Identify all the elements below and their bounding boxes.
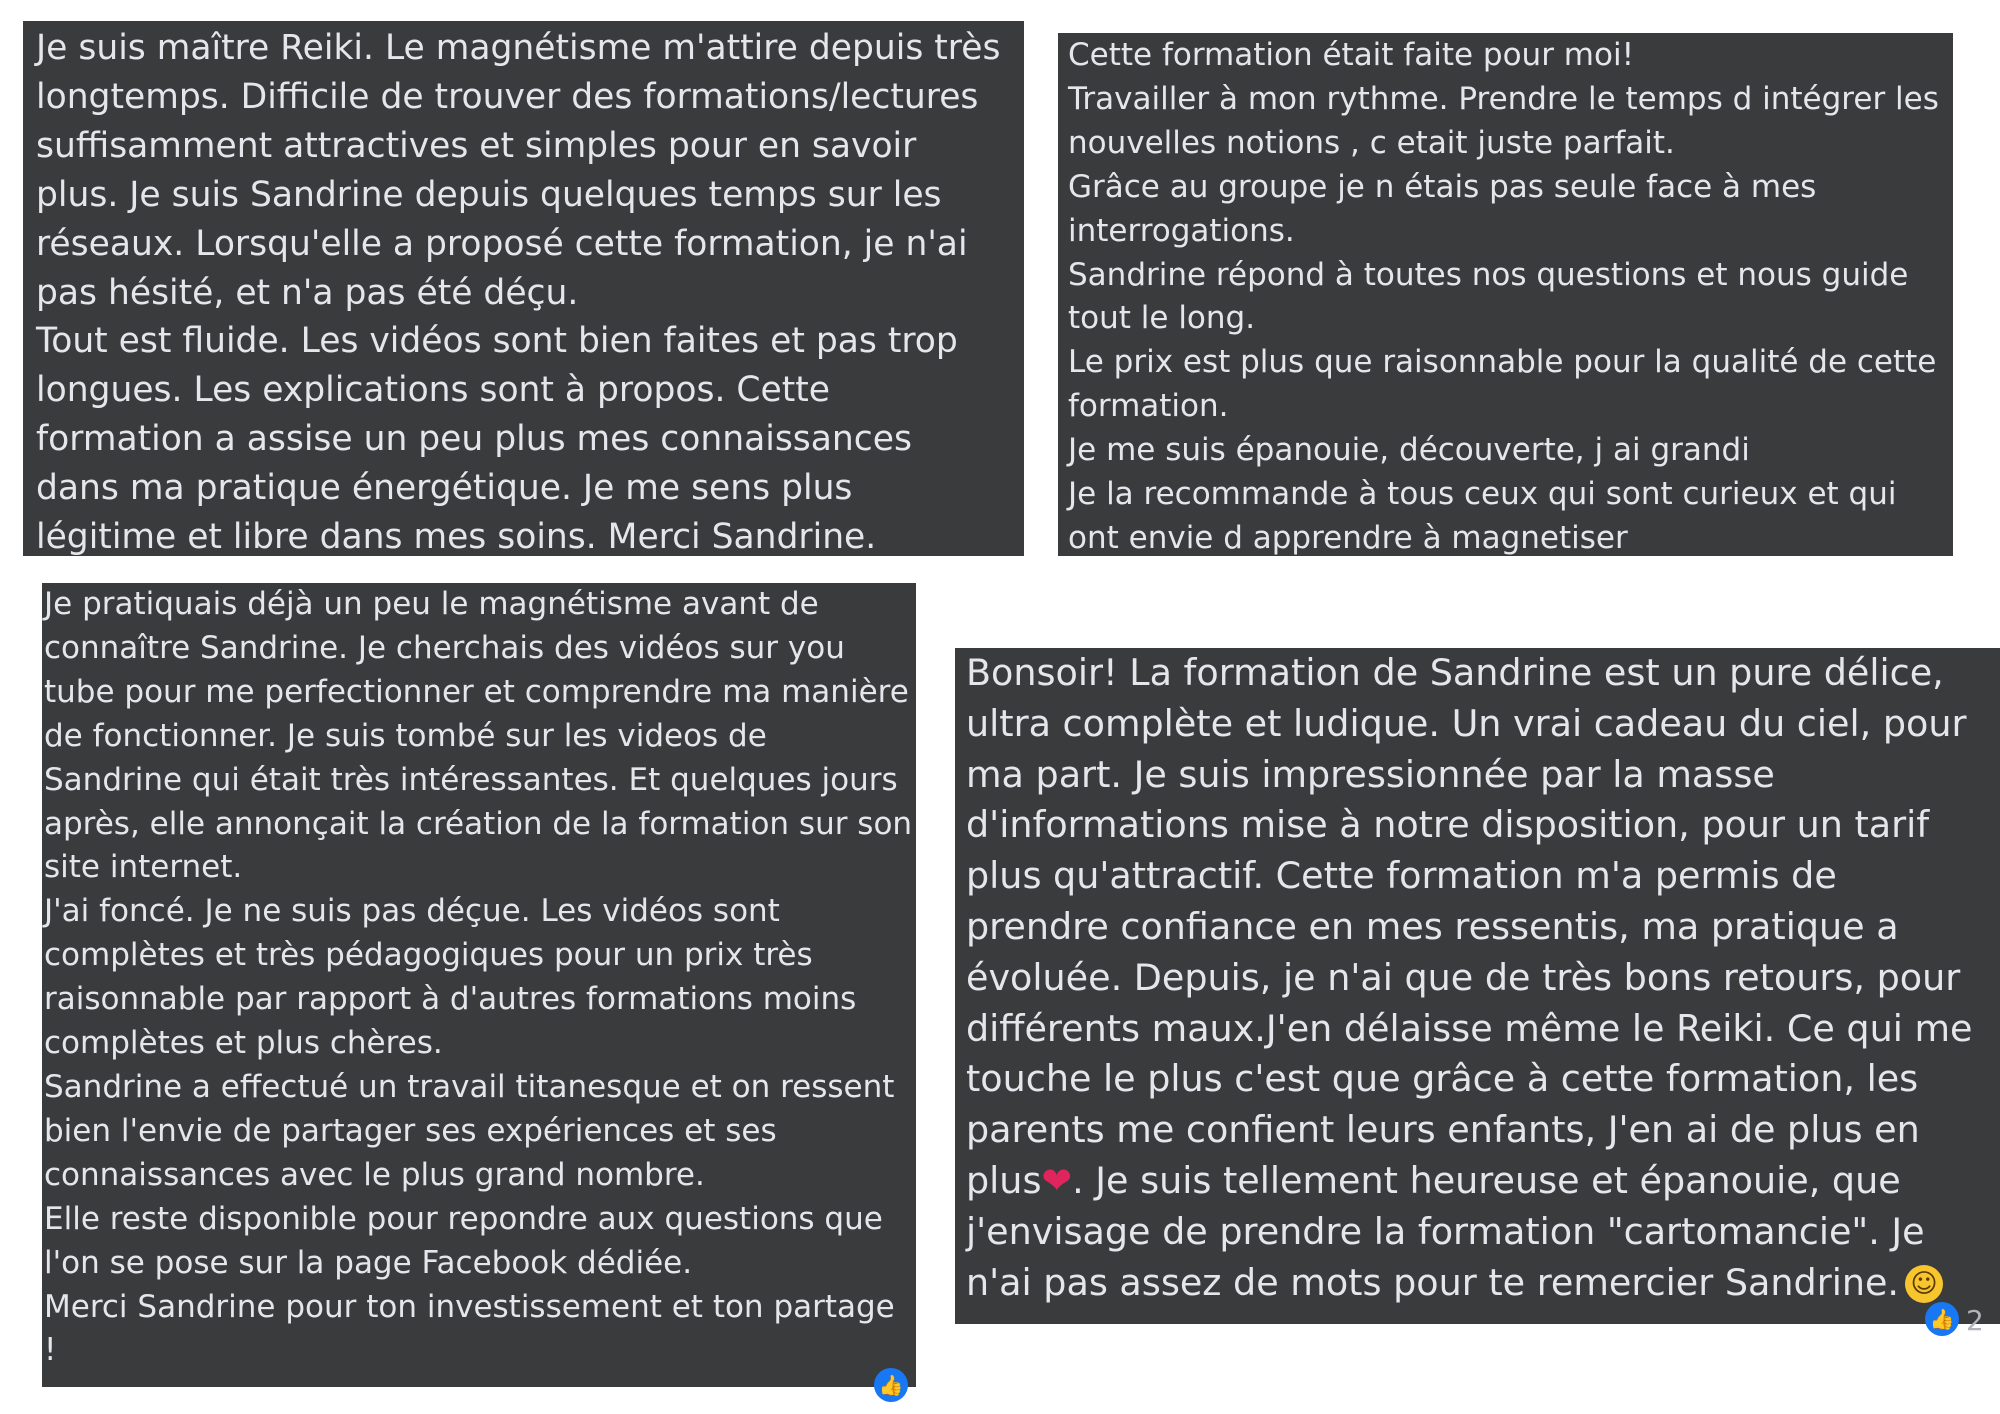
review-text-line: tube pour me perfectionner et comprendre ma manière xyxy=(44,673,909,710)
review-text-line: touche le plus c'est que grâce à cette formation, les xyxy=(966,1057,1919,1101)
review-text-line: Sandrine répond à toutes nos questions et nous guide xyxy=(1068,256,1909,293)
like-thumbs-up-icon[interactable]: 👍 xyxy=(1925,1302,1959,1336)
review-text-line-with-smile xyxy=(966,1258,2000,1309)
review-text-line: Sandrine a effectué un travail titanesque et on ressent xyxy=(44,1068,895,1105)
review-text-line-with-heart xyxy=(966,1156,2000,1207)
review-text-line: Tout est fluide. Les vidéos sont bien faites et pas trop xyxy=(36,321,958,362)
review-text-line: d'informations mise à notre disposition, pour un tarif xyxy=(966,803,1930,847)
review-text-fragment: n'ai pas assez de mots pour te remercier Sandrine. xyxy=(966,1260,1900,1304)
review-text-line: J'ai foncé. Je ne suis pas déçue. Les vidéos sont xyxy=(44,893,780,930)
review-text-fragment: plus xyxy=(966,1158,1042,1202)
review-text-line: connaissances avec le plus grand nombre. xyxy=(44,1156,705,1193)
review-text-line: suffisamment attractives et simples pour en savoir xyxy=(36,125,917,166)
review-text-line: interrogations. xyxy=(1068,212,1295,249)
review-text-line: légitime et libre dans mes soins. Merci Sandrine. xyxy=(36,517,877,556)
review-text-line: j'envisage de prendre la formation "cartomancie". Je xyxy=(966,1209,1925,1253)
review-text-line: ma part. Je suis impressionnée par la masse xyxy=(966,752,1775,796)
review-text-line: Cette formation était faite pour moi! xyxy=(1068,37,1635,73)
review-text-line: bien l'envie de partager ses expériences et ses xyxy=(44,1112,777,1149)
heart-icon: ❤ xyxy=(1041,1158,1073,1202)
review-text-line: pas hésité, et n'a pas été déçu. xyxy=(36,272,579,313)
review-text-line: Merci Sandrine pour ton investissement et ton partage xyxy=(44,1288,895,1325)
review-card-reiki-master xyxy=(23,21,1024,556)
review-text-line: Grâce au groupe je n étais pas seule face à mes xyxy=(1068,168,1817,205)
review-text-line: formation a assise un peu plus mes connaissances xyxy=(36,419,912,460)
review-text-line: réseaux. Lorsqu'elle a proposé cette formation, je n'ai xyxy=(36,223,968,264)
review-text-line: Travailler à mon rythme. Prendre le temps d intégrer les xyxy=(1068,80,1939,117)
review-text-line: parents me confient leurs enfants, J'en ai de plus en xyxy=(966,1108,1920,1152)
review-text-line: Je la recommande à tous ceux qui sont curieux et qui xyxy=(1068,476,1897,513)
review-text-line: dans ma pratique énergétique. Je me sens plus xyxy=(36,468,853,509)
review-text-line: après, elle annonçait la création de la formation sur son xyxy=(44,805,913,842)
review-text-line: Je suis maître Reiki. Le magnétisme m'attire depuis très xyxy=(36,28,1001,68)
review-text-line: différents maux.J'en délaisse même le Reiki. Ce qui me xyxy=(966,1006,1973,1050)
review-text-fragment: . Je suis tellement heureuse et épanouie, que xyxy=(1072,1158,1901,1202)
review-text-line: site internet. xyxy=(44,849,243,886)
review-text-line: Je pratiquais déjà un peu le magnétisme avant de xyxy=(44,586,819,622)
reaction-count: 2 xyxy=(1966,1304,1984,1337)
review-text-line: complètes et très pédagogiques pour un prix très xyxy=(44,937,813,974)
review-text-line: nouvelles notions , c etait juste parfait. xyxy=(1068,124,1675,161)
review-text-line: longtemps. Difficile de trouver des formations/lectures xyxy=(36,76,979,117)
review-text-line: de fonctionner. Je suis tombé sur les videos de xyxy=(44,717,767,754)
review-text-line: Bonsoir! La formation de Sandrine est un pure délice, xyxy=(966,651,1944,694)
review-text-line: Je me suis épanouie, découverte, j ai grandi xyxy=(1068,432,1750,469)
review-text-line: formation. xyxy=(1068,388,1229,425)
review-text-line: l'on se pose sur la page Facebook dédiée. xyxy=(44,1244,693,1281)
review-card-cartomancie xyxy=(955,648,2000,1324)
review-text-line: plus qu'attractif. Cette formation m'a permis de xyxy=(966,854,1837,898)
review-card-youtube-videos xyxy=(42,583,916,1387)
review-text-line: prendre confiance en mes ressentis, ma pratique a xyxy=(966,904,1899,948)
review-text-line: complètes et plus chères. xyxy=(44,1025,443,1062)
review-text-line: plus. Je suis Sandrine depuis quelques temps sur les xyxy=(36,174,942,215)
review-text-line: Sandrine qui était très intéressantes. Et quelques jours xyxy=(44,761,898,798)
smiling-face-icon: ☺ xyxy=(1905,1265,1943,1303)
review-text-line: raisonnable par rapport à d'autres formations moins xyxy=(44,981,857,1018)
review-text-line: connaître Sandrine. Je cherchais des vidéos sur you xyxy=(44,629,845,666)
like-thumbs-up-icon[interactable]: 👍 xyxy=(874,1368,908,1402)
review-text-line: tout le long. xyxy=(1068,300,1256,337)
review-text-line: ont envie d apprendre à magnetiser xyxy=(1068,519,1628,556)
review-text-line: longues. Les explications sont à propos. Cette xyxy=(36,370,830,411)
review-text-line: ! xyxy=(44,1332,57,1369)
review-text-line: évoluée. Depuis, je n'ai que de très bons retours, pour xyxy=(966,955,1961,999)
review-text-line: Elle reste disponible pour repondre aux questions que xyxy=(44,1200,883,1237)
review-card-own-pace xyxy=(1058,33,1953,556)
review-text-line: ultra complète et ludique. Un vrai cadeau du ciel, pour xyxy=(966,701,1967,745)
review-text-line: Le prix est plus que raisonnable pour la qualité de cette xyxy=(1068,344,1937,381)
